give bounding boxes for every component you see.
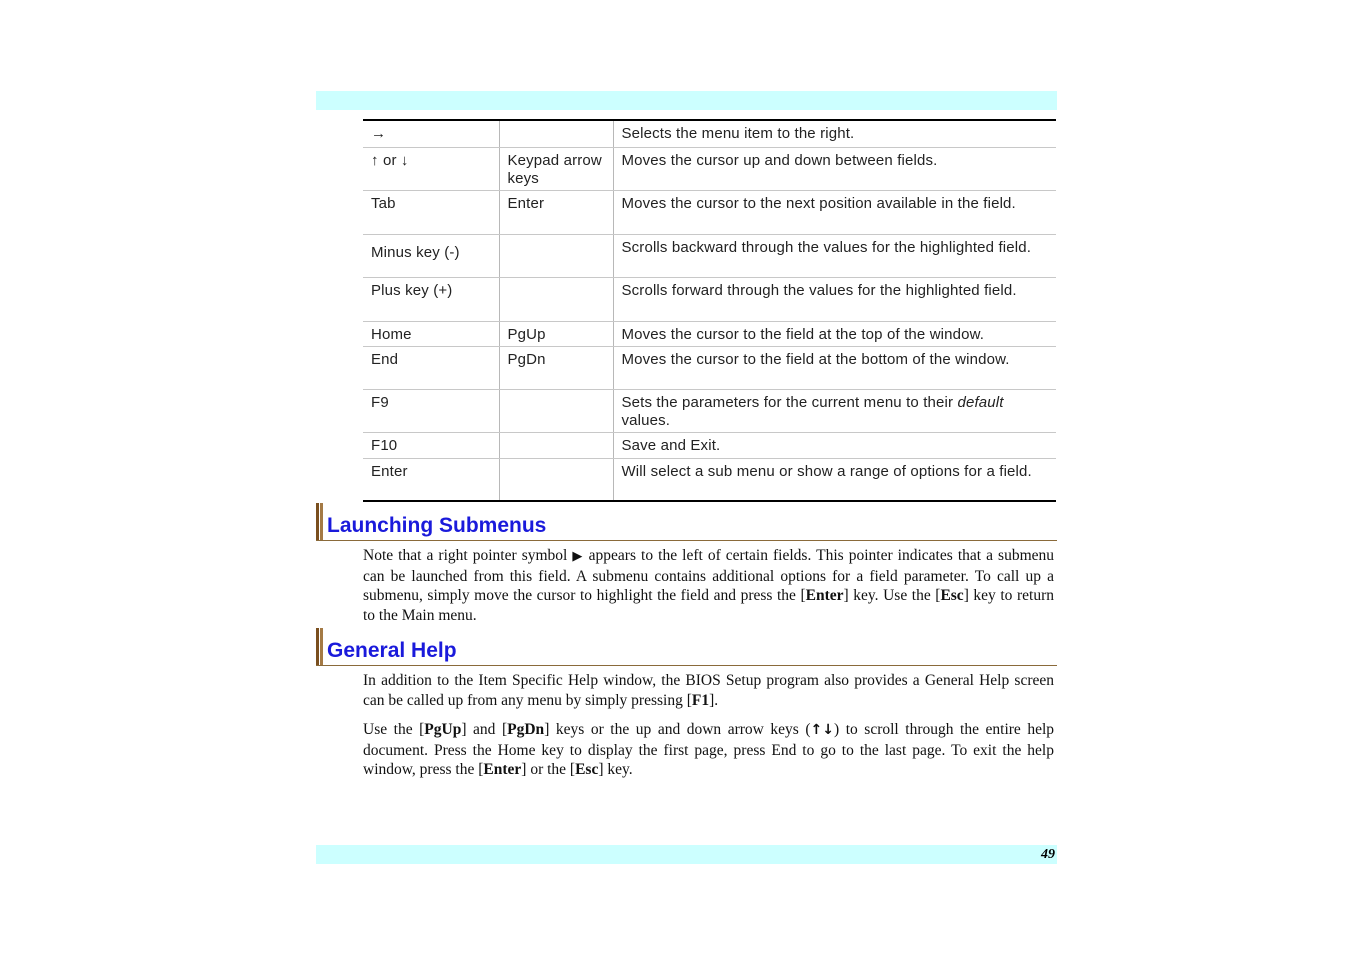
description-cell: Scrolls forward through the values for the highlighted field. (613, 277, 1056, 321)
right-pointer-icon: ▶ (572, 549, 584, 564)
key-name: Esc (575, 761, 599, 778)
description-cell: Moves the cursor to the field at the top of the window. (613, 321, 1056, 346)
page-number: 49 (1041, 847, 1055, 862)
description-cell: Save and Exit. (613, 432, 1056, 458)
key-name: PgUp (424, 721, 462, 738)
general-help-paragraph: Use the [PgUp] and [PgDn] keys or the up and down arrow keys (↑↓) to scroll through the entire help document. Press the Home key to display the first page, press End to go to the last page. To exit the help window, press the [Enter] or the [Esc] key. (363, 721, 1055, 778)
table-row (363, 147, 1056, 190)
emphasis-default: default (957, 393, 1004, 411)
heading-accent-bar (316, 628, 323, 665)
key-cell: F10 (363, 432, 499, 458)
key-name: Esc (940, 587, 964, 604)
key-cell: End (363, 346, 499, 389)
table-row (363, 277, 1056, 321)
alt-key-cell (499, 458, 613, 501)
alt-key-cell (499, 120, 613, 147)
alt-key-cell: PgDn (499, 346, 613, 389)
description-cell: Scrolls backward through the values for the highlighted field. (613, 234, 1056, 277)
alt-key-cell (499, 234, 613, 277)
key-cell: Tab (363, 190, 499, 234)
navigation-keys-table (363, 119, 1056, 502)
key-name: F1 (691, 691, 710, 709)
table-row (363, 120, 1056, 147)
alt-key-cell: PgUp (499, 321, 613, 346)
key-cell: F9 (363, 389, 499, 432)
section-title: General Help (327, 639, 457, 662)
key-cell: Enter (371, 462, 408, 480)
table-row (363, 321, 1056, 346)
table-row (363, 389, 1056, 432)
alt-key-cell: Keypad arrow keys (499, 147, 613, 190)
key-name: Enter (805, 587, 844, 604)
section-heading-launching-submenus (316, 503, 1057, 541)
heading-accent-bar (316, 503, 323, 540)
header-band (316, 91, 1057, 110)
table-row (363, 432, 1056, 458)
key-name: Enter (483, 761, 522, 778)
description-cell: Moves the cursor to the next position available in the field. (613, 190, 1056, 234)
general-help-paragraph: In addition to the Item Specific Help window, the BIOS Setup program also provides a General Help screen can be called up from any menu by simply pressing [F1]. (363, 672, 1054, 709)
table-row (363, 190, 1056, 234)
launching-submenus-paragraph: Note that a right pointer symbol ▶ appears to the left of certain fields. This pointer indicates that a submenu can be launched from this field. A submenu contains additional options for a field parameter. To call up a submenu, simply move the cursor to highlight the field and press the [Enter] key. Use the [Esc] key to return to the Main menu. (363, 547, 1055, 624)
key-name: PgDn (507, 721, 545, 738)
section-heading-general-help (316, 628, 1057, 666)
key-cell: Minus key (-) (363, 234, 499, 277)
table-row (363, 458, 1056, 501)
description-cell: Selects the menu item to the right. (613, 120, 1056, 147)
description-cell: Will select a sub menu or show a range of options for a field. (613, 458, 1056, 501)
alt-key-cell: Enter (499, 190, 613, 234)
up-down-arrows-icon: ↑↓ (810, 722, 834, 738)
key-cell: Home (363, 321, 499, 346)
key-cell: Plus key (+) (363, 277, 499, 321)
description-cell: Sets the parameters for the current menu to their default values. (613, 389, 1056, 432)
footer-band (316, 845, 1057, 864)
alt-key-cell (499, 389, 613, 432)
description-cell: Moves the cursor up and down between fields. (613, 147, 1056, 190)
key-cell: → (363, 120, 499, 147)
description-cell: Moves the cursor to the field at the bottom of the window. (613, 346, 1056, 389)
table-row (363, 346, 1056, 389)
alt-key-cell (499, 277, 613, 321)
alt-key-cell (499, 432, 613, 458)
table-row (363, 234, 1056, 277)
key-cell: ↑ or ↓ (363, 147, 499, 190)
section-title: Launching Submenus (327, 514, 547, 537)
